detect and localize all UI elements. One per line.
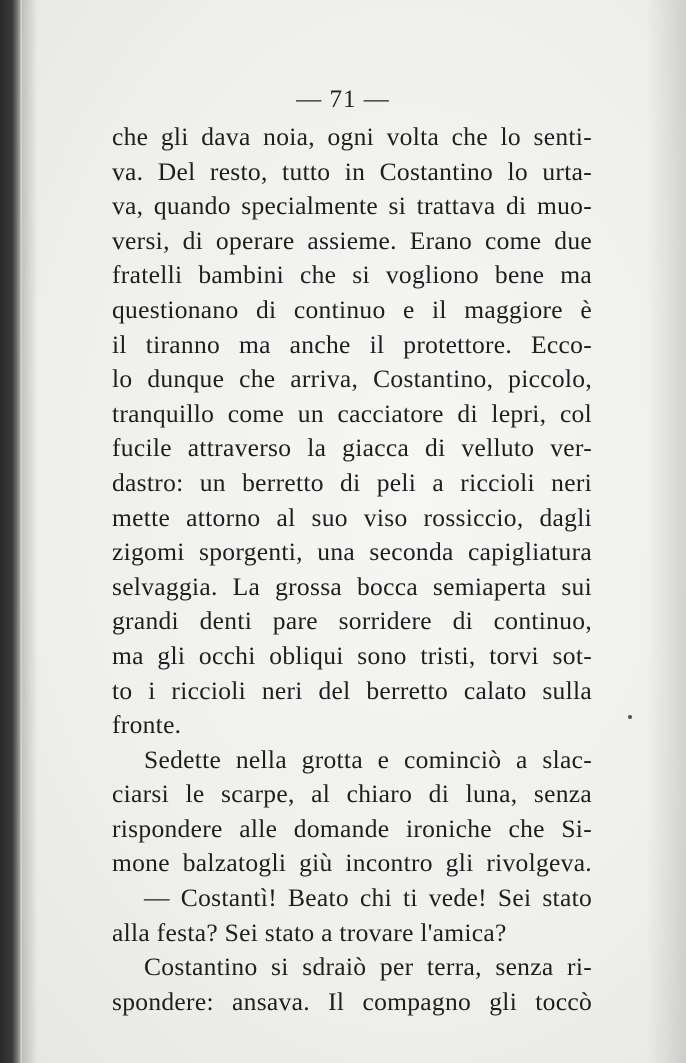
text-line: rispondere alle domande ironiche che Si- [112,813,592,843]
text-line: lo dunque che arriva, Costantino, piccolo, [112,364,592,394]
text-line: — Costantì! Beato chi ti vede! Sei stato [144,883,592,913]
body-text [112,120,592,1019]
paragraph-2 [112,743,592,881]
text-line: dastro: un berretto di peli a riccioli neri [112,467,592,497]
paragraph-4 [112,950,592,1019]
text-line: Sedette nella grotta e cominciò a slac- [144,744,592,774]
text-line: Costantino si sdraiò per terra, senza ri- [144,952,592,982]
text-line: spondere: ansava. Il compagno gli toccò [112,986,592,1016]
text-line: selvaggia. La grossa bocca semiaperta sui [112,571,592,601]
text-line: mone balzatogli giù incontro gli rivolgeva. [112,848,592,878]
text-line: alla festa? Sei stato a trovare l'amica? [112,917,507,947]
text-line: versi, di operare assieme. Erano come due [112,225,592,255]
text-line: mette attorno al suo viso rossiccio, dagli [112,502,592,532]
text-line: fronte. [112,710,182,740]
text-line: tranquillo come un cacciatore di lepri, col [112,398,592,428]
book-binding-edge [0,0,22,1063]
page-edge-shade [646,0,686,1063]
text-line: questionano di continuo e il maggiore è [112,294,592,324]
text-line: to i riccioli neri del berretto calato sulla [112,675,592,705]
page-number: — 71 — [296,86,390,113]
text-line: fratelli bambini che si vogliono bene ma [112,260,592,290]
text-line: zigomi sporgenti, una seconda capigliatura [112,537,592,567]
text-line: che gli dava noia, ogni volta che lo senti- [112,122,592,151]
paper-speck [628,715,632,719]
paragraph-1 [112,120,592,743]
text-line: il tiranno ma anche il protettore. Ecco- [112,329,592,359]
paragraph-3 [112,881,592,950]
text-line: grandi denti pare sorridere di continuo, [112,606,592,636]
text-line: ciarsi le scarpe, al chiaro di luna, senza [112,779,592,809]
text-line: ma gli occhi obliqui sono tristi, torvi sot- [112,640,592,670]
text-line: va, quando specialmente si trattava di muo- [112,191,592,221]
text-line: va. Del resto, tutto in Costantino lo urta- [112,156,592,186]
binding-shadow [22,0,38,1063]
text-line: fucile attraverso la giacca di velluto ver- [112,433,592,463]
